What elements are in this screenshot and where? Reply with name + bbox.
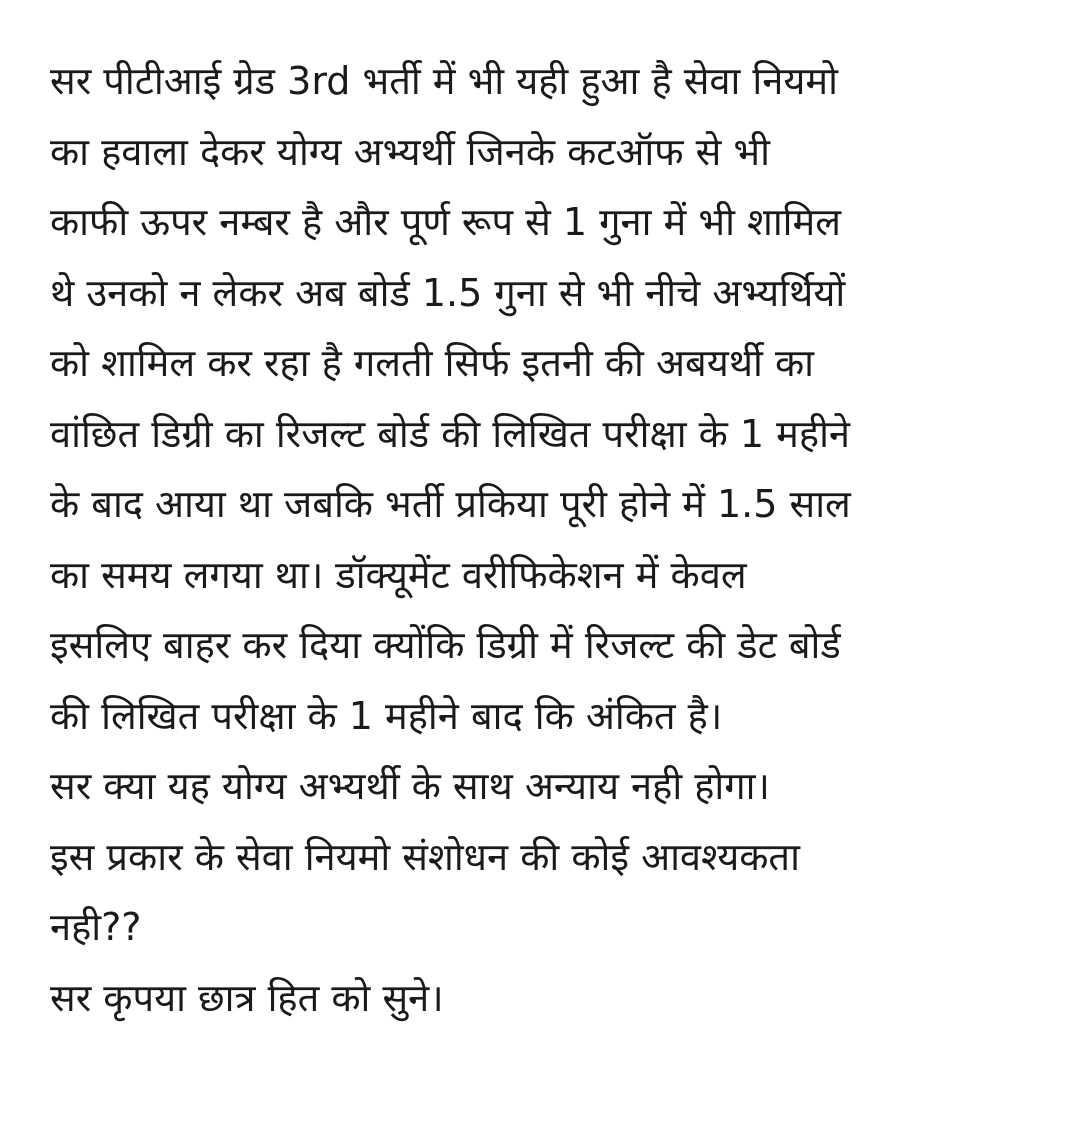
- text-line: की लिखित परीक्षा के 1 महीने बाद कि अंकित है।: [50, 693, 723, 738]
- text-line: काफी ऊपर नम्बर है और पूर्ण रूप से 1 गुना में भी शामिल: [50, 200, 841, 244]
- text-line: सर पीटीआई ग्रेड 3rd भर्ती में भी यही हुआ है सेवा नियमो: [50, 59, 838, 103]
- text-line: को शामिल कर रहा है गलती सिर्फ इतनी की अबयर्थी का: [50, 341, 814, 385]
- text-line: वांछित डिग्री का रिजल्ट बोर्ड की लिखित परीक्षा के 1 महीने: [50, 411, 851, 456]
- text-line: सर कृपया छात्र हित को सुने।: [50, 975, 444, 1020]
- text-line: का हवाला देकर योग्य अभ्यर्थी जिनके कटऑफ से भी: [50, 129, 770, 174]
- text-line: सर क्या यह योग्य अभ्यर्थी के साथ अन्याय नही होगा।: [50, 764, 770, 808]
- text-line: इसलिए बाहर कर दिया क्योंकि डिग्री में रिजल्ट की डेट बोर्ड: [50, 623, 841, 667]
- text-line: के बाद आया था जबकि भर्ती प्रकिया पूरी होने में 1.5 साल: [50, 482, 851, 526]
- text-line: का समय लगया था। डॉक्यूमेंट वरीफिकेशन में केवल: [50, 552, 747, 597]
- text-line: नही??: [50, 905, 142, 949]
- document-body: [50, 46, 1050, 1033]
- text-line: इस प्रकार के सेवा नियमो संशोधन की कोई आवश्यकता: [50, 834, 800, 879]
- text-line: थे उनको न लेकर अब बोर्ड 1.5 गुना से भी नीचे अभ्यर्थियों: [50, 270, 846, 315]
